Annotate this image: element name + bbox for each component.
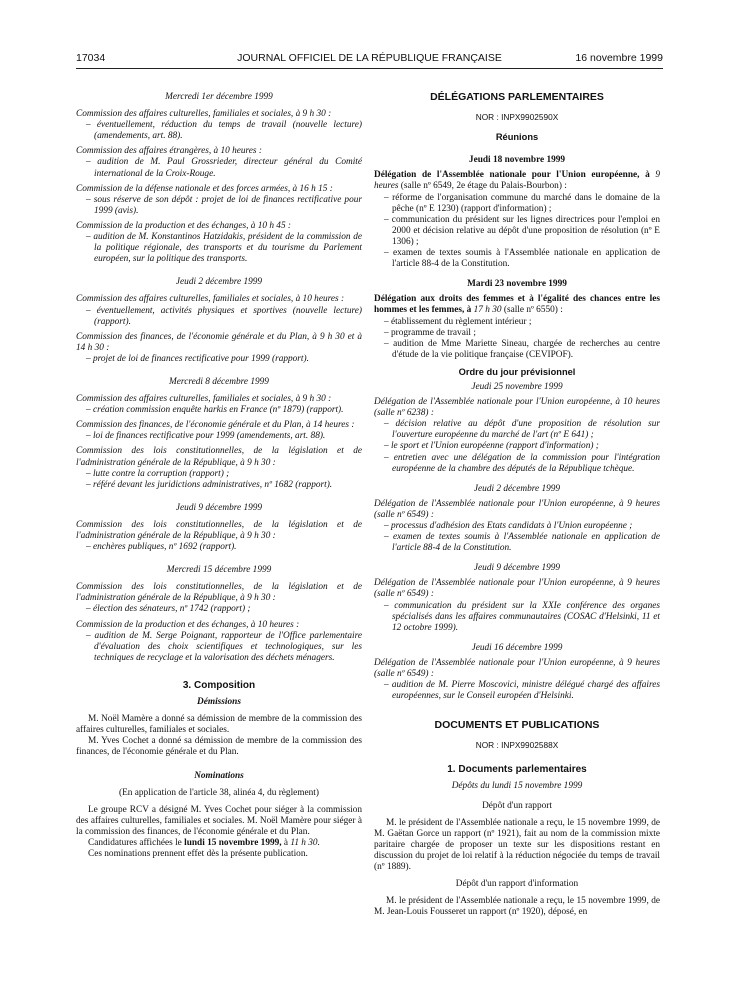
agenda-item: – examen de textes soumis à l'Assemblée nationale en application de l'article 88-4 de la Constitution. [384,532,660,554]
agenda-item: – processus d'adhésion des Etats candidats à l'Union européenne ; [384,521,633,531]
body-paragraph: Ces nominations prennent effet dès la présente publication. [88,849,308,860]
day-heading: Mercredi 15 décembre 1999 [166,565,272,576]
organ-line: Délégation de l'Assemblée nationale pour l'Union européenne, à 9 heures (salle nº 6549) : [374,657,660,680]
text-run: Délégation de l'Assemblée nationale pour l'Union européenne, à [374,170,650,181]
body-paragraph: M. Noël Mamère a donné sa démission de membre de la commission des affaires culturelles, familiales et sociales. [76,714,362,736]
organ-line: Délégation de l'Assemblée nationale pour l'Union européenne, à 10 heures (salle nº 6238) : [374,397,660,419]
day-heading: Mercredi 1er décembre 1999 [165,92,273,102]
subsection-title: Ordre du jour prévisionnel [458,366,576,377]
subsection-title: Démissions [197,697,241,708]
commission-line: Commission des lois constitutionnelles, de la législation et de l'administration générale de la République, à 9 h 30 : [76,519,362,541]
section-title: DÉLÉGATIONS PARLEMENTAIRES [430,91,604,103]
agenda-item: – le sport et l'Union européenne (rapport d'information) ; [384,441,599,452]
agenda-item: – audition de M. Paul Grossrieder, directeur général du Comité international de la Croix-Rouge. [86,157,362,179]
page-number: 17034 [76,52,106,64]
text-run: (salle nº 6549, 2e étage du Palais-Bourbon) : [398,181,567,192]
body-paragraph: M. le président de l'Assemblée nationale a reçu, le 15 novembre 1999, de M. Jean-Louis Fousseret un rapport (nº 1920), déposé, en [374,896,660,918]
commission-line: Commission de la production et des échanges, à 10 h 45 : [76,220,292,231]
commission-line: Commission de la production et des échanges, à 10 heures : [76,619,300,630]
text-run: 11 h 30. [290,837,320,848]
journal-title: JOURNAL OFFICIEL DE LA RÉPUBLIQUE FRANÇAISE [237,52,502,64]
day-heading: Mercredi 8 décembre 1999 [169,376,269,387]
issue-date: 16 novembre 1999 [575,52,663,64]
deposit-heading: Dépôt d'un rapport [482,800,552,811]
day-heading: Jeudi 18 novembre 1999 [468,155,566,166]
agenda-item: – lutte contre la corruption (rapport) ; [86,468,230,479]
subsection-title: Nominations [194,770,244,781]
day-heading: Jeudi 25 novembre 1999 [471,381,563,392]
text-run: (salle nº 6550) : [501,305,563,316]
text-run: 9 heures [374,170,660,192]
body-paragraph: Le groupe RCV a désigné M. Yves Cochet pour siéger à la commission des affaires culturelles, familiales et sociales. M. Noël Mamère pour siéger à la commission des finances, de l'économie générale et du Plan. [76,804,362,837]
subsection-title: 1. Documents parlementaires [447,763,587,775]
body-paragraph [76,838,362,849]
agenda-item: – référé devant les juridictions administratives, nº 1682 (rapport). [86,479,333,490]
agenda-item: – audition de Mme Mariette Sineau, chargée de recherches au centre d'étude de la vie politique française (CEVIPOF). [384,338,660,360]
deposit-date: Dépôts du lundi 15 novembre 1999 [451,780,583,791]
agenda-item: – loi de finances rectificative pour 1999 (amendements, art. 88). [86,431,326,442]
text-run: à [281,837,291,848]
agenda-item: – décision relative au dépôt d'une proposition de résolution sur l'ouverture européenne du marché de l'art (nº E 641) ; [384,419,660,441]
section-title: DOCUMENTS ET PUBLICATIONS [434,719,600,732]
organ-line [374,294,660,316]
agenda-item: – audition de M. Konstantinos Hatzidakis, président de la commission de la politique régionale, des transports et du tourisme du Parlement européen, sur la politique des transports. [86,232,362,265]
day-heading: Jeudi 16 décembre 1999 [471,642,563,653]
agenda-item: – audition de M. Serge Poignant, rapporteur de l'Office parlementaire d'évaluation des choix scientifiques et technologiques, sur les techniques de recyclage et la valorisation des déchets ménagers. [86,630,362,663]
text-run: 17 h 30 [473,305,502,316]
agenda-item: – programme de travail ; [384,327,476,338]
agenda-item: – projet de loi de finances rectificative pour 1999 (rapport). [86,353,309,364]
body-paragraph: M. le président de l'Assemblée nationale a reçu, le 15 novembre 1999, de M. Gaëtan Gorce un rapport (nº 1921), fait au nom de la commission mixte paritaire chargée de proposer un texte sur les dispositions restant en discussion du projet de loi relatif à la réduction négociée du temps de travail (nº 1889). [374,817,660,873]
commission-line: Commission des finances, de l'économie générale et du Plan, à 14 heures : [76,420,355,431]
day-heading: Jeudi 2 décembre 1999 [175,277,263,288]
agenda-item: – élection des sénateurs, nº 1742 (rapport) ; [86,604,251,615]
agenda-item: – éventuellement, réduction du temps de travail (nouvelle lecture) (amendements, art. 88). [86,120,362,142]
nor-reference: NOR : INPX9902590X [475,112,559,123]
commission-line: Commission des lois constitutionnelles, de la législation et de l'administration générale de la République, à 9 h 30 : [76,582,362,604]
rule-reference: (En application de l'article 38, alinéa 4, du règlement) [119,787,319,798]
agenda-item: – sous réserve de son dépôt : projet de loi de finances rectificative pour 1999 (avis). [86,194,362,216]
commission-line: Commission des affaires étrangères, à 10 heures : [76,146,262,157]
text-run: lundi 15 novembre 1999, [184,837,282,848]
agenda-item: – audition de M. Pierre Moscovici, ministre délégué chargé des affaires européennes, sur le Conseil européen d'Helsinki. [384,680,660,702]
day-heading: Jeudi 9 décembre 1999 [175,502,263,513]
agenda-item: – entretien avec une délégation de la commission pour l'intégration européenne de la chambre des députés de la République tchèque. [384,452,660,474]
section-title: 3. Composition [182,679,256,691]
commission-line: Commission des affaires culturelles, familiales et sociales, à 9 h 30 : [76,394,332,405]
body-paragraph: M. Yves Cochet a donné sa démission de membre de la commission des finances, de l'économie générale et du Plan. [76,736,362,758]
commission-line: Commission des lois constitutionnelles, de la législation et de l'administration générale de la République, à 9 h 30 : [76,446,362,468]
agenda-item: – création commission enquête harkis en France (nº 1879) (rapport). [86,405,344,416]
agenda-item: – enchères publiques, nº 1692 (rapport). [86,542,237,553]
day-heading: Jeudi 9 décembre 1999 [473,563,561,574]
organ-line [374,170,660,192]
nor-reference: NOR : INPX9902588X [475,740,559,751]
deposit-heading: Dépôt d'un rapport d'information [455,879,579,890]
text-run: Délégation aux droits des femmes et à l'égalité des chances entre les hommes et les femmes, à [374,294,660,316]
agenda-item: – communication du président sur la XXIe conférence des organes spécialisés dans les affaires communautaires (COSAC d'Helsinki, 11 et 12 octobre 1999). [384,600,660,633]
agenda-item: – éventuellement, activités physiques et sportives (nouvelle lecture) (rapport). [86,305,362,327]
agenda-item: – établissement du règlement intérieur ; [384,316,532,327]
organ-line: Délégation de l'Assemblée nationale pour l'Union européenne, à 9 heures (salle nº 6549) : [374,498,660,520]
right-column [374,92,660,919]
commission-line: Commission des affaires culturelles, familiales et sociales, à 9 h 30 : [76,109,332,120]
header-rule [76,68,663,69]
agenda-item: – réforme de l'organisation commune du marché dans le domaine de la pêche (nº E 1230) (rapport d'information) ; [384,192,660,214]
agenda-item: – examen de textes soumis à l'Assemblée nationale en application de l'article 88-4 de la Constitution. [384,248,660,270]
page-header [76,52,663,66]
commission-line: Commission des affaires culturelles, familiales et sociales, à 10 heures : [76,294,345,305]
left-column [76,92,362,860]
text-run: Candidatures affichées le [88,837,185,848]
commission-line: Commission de la défense nationale et des forces armées, à 16 h 15 : [76,183,333,194]
organ-line: Délégation de l'Assemblée nationale pour l'Union européenne, à 9 heures (salle nº 6549) : [374,578,660,600]
day-heading: Mardi 23 novembre 1999 [467,279,567,290]
agenda-item: – communication du président sur les lignes directrices pour l'emploi en 2000 et décision relative au dépôt d'une proposition de résolution (nº E 1306) ; [384,214,660,247]
subsection-title: Réunions [495,132,539,143]
commission-line: Commission des finances, de l'économie générale et du Plan, à 9 h 30 et à 14 h 30 : [76,331,362,353]
day-heading: Jeudi 2 décembre 1999 [473,483,561,494]
